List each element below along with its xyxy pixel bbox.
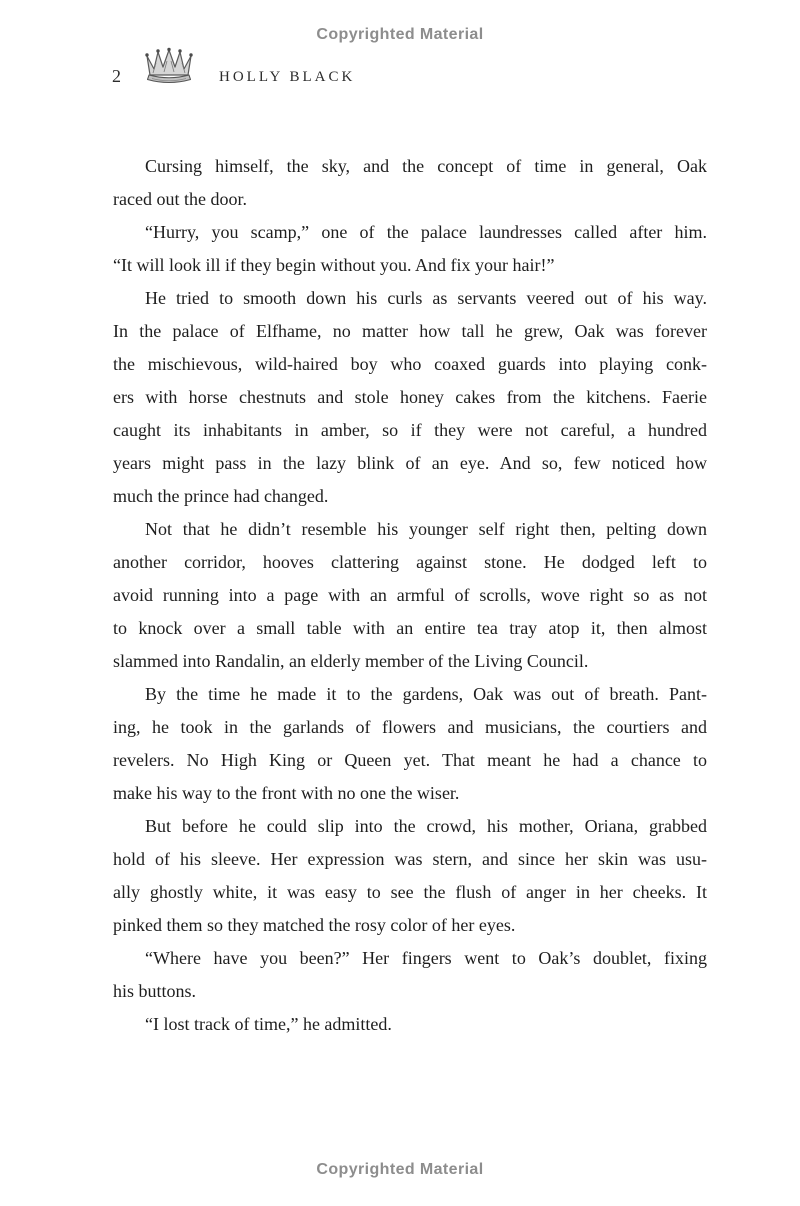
body-line: “Hurry, you scamp,” one of the palace laundresses called after him. xyxy=(145,222,707,242)
body-line: Not that he didn’t resemble his younger self right then, pelting down xyxy=(145,519,707,539)
body-line: “It will look ill if they begin without you. And fix your hair!” xyxy=(113,255,555,275)
body-line: make his way to the front with no one the wiser. xyxy=(113,783,460,803)
body-line: revelers. No High King or Queen yet. That meant he had a chance to xyxy=(113,750,707,770)
body-line: In the palace of Elfhame, no matter how tall he grew, Oak was forever xyxy=(113,321,707,341)
body-line: hold of his sleeve. Her expression was stern, and since her skin was usu- xyxy=(113,849,707,869)
copyright-notice-top: Copyrighted Material xyxy=(316,26,484,43)
body-line: “I lost track of time,” he admitted. xyxy=(145,1014,392,1034)
body-line: years might pass in the lazy blink of an eye. And so, few noticed how xyxy=(113,453,707,473)
body-line: But before he could slip into the crowd, his mother, Oriana, grabbed xyxy=(145,816,707,836)
body-line: another corridor, hooves clattering against stone. He dodged left to xyxy=(113,552,707,572)
body-line: Cursing himself, the sky, and the concept of time in general, Oak xyxy=(145,156,707,176)
body-line: the mischievous, wild-haired boy who coaxed guards into playing conk- xyxy=(113,354,707,374)
body-line: By the time he made it to the gardens, Oak was out of breath. Pant- xyxy=(145,684,707,704)
copyright-notice-bottom: Copyrighted Material xyxy=(316,1161,484,1178)
body-text-block xyxy=(113,150,707,1041)
body-line: to knock over a small table with an entire tea tray atop it, then almost xyxy=(113,618,707,638)
body-line: raced out the door. xyxy=(113,189,247,209)
body-line: ers with horse chestnuts and stole honey cakes from the kitchens. Faerie xyxy=(113,387,707,407)
body-line: his buttons. xyxy=(113,981,197,1001)
author-running-head: HOLLY BLACK xyxy=(219,69,356,85)
body-line: slammed into Randalin, an elderly member of the Living Council. xyxy=(113,651,589,671)
body-line: avoid running into a page with an armful of scrolls, wove right so as not xyxy=(113,585,707,605)
body-line: “Where have you been?” Her fingers went to Oak’s doublet, fixing xyxy=(145,948,707,968)
body-line: He tried to smooth down his curls as servants veered out of his way. xyxy=(145,288,707,308)
running-header xyxy=(112,52,355,92)
page-number: 2 xyxy=(112,66,121,86)
body-line: caught its inhabitants in amber, so if they were not careful, a hundred xyxy=(113,420,707,440)
body-line: much the prince had changed. xyxy=(113,486,329,506)
body-line: ing, he took in the garlands of flowers and musicians, the courtiers and xyxy=(113,717,707,737)
crown-icon xyxy=(143,47,195,92)
body-line: ally ghostly white, it was easy to see the flush of anger in her cheeks. It xyxy=(113,882,707,902)
body-line: pinked them so they matched the rosy color of her eyes. xyxy=(113,915,516,935)
